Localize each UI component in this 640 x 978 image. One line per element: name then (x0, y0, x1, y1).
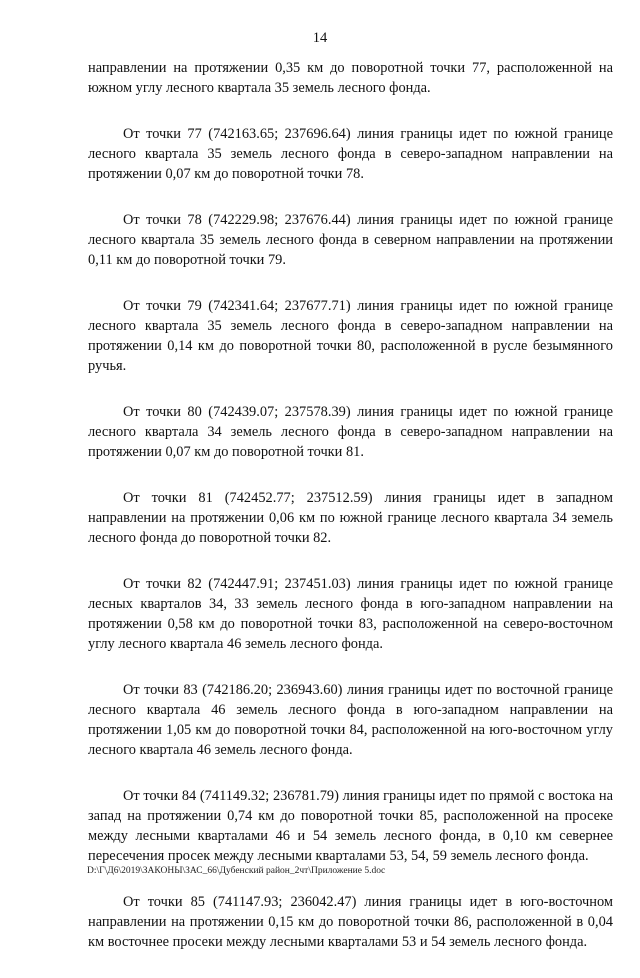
footer-file-path: D:\Г\Д6\2019\ЗАКОНЫ\ЗАС_66\Дубенский район_2чт\Приложение 5.doc (87, 866, 386, 876)
paragraph-continuation: направлении на протяжении 0,35 км до поворотной точки 77, расположенной на южном углу лесного квартала 35 земель лесного фонда. (88, 60, 613, 96)
paragraph-point-78: От точки 78 (742229.98; 237676.44) линия границы идет по южной границе лесного квартала 35 земель лесного фонда в северном направлении на протяжении 0,11 км до поворотной точки 79. (88, 212, 613, 268)
paragraph-point-81: От точки 81 (742452.77; 237512.59) линия границы идет в западном направлении на протяжении 0,06 км по южной границе лесного квартала 34 земель лесного фонда до поворотной точки 82. (88, 490, 613, 546)
paragraph-point-83: От точки 83 (742186.20; 236943.60) линия границы идет по восточной границе лесного квартала 46 земель лесного фонда в юго-западном направлении на протяжении 1,05 км до поворотной точки 84, расположенной на юго-восточном углу лесного квартала 46 земель лесного фонда. (88, 682, 613, 758)
paragraph-point-80: От точки 80 (742439.07; 237578.39) линия границы идет по южной границе лесного квартала 34 земель лесного фонда в северо-западном направлении на протяжении 0,07 км до поворотной точки 81. (88, 404, 613, 460)
paragraph-point-79: От точки 79 (742341.64; 237677.71) линия границы идет по южной границе лесного квартала 35 земель лесного фонда в северо-западном направлении на протяжении 0,14 км до поворотной точки 80, расположенной в русле безымянного ручья. (88, 298, 613, 374)
paragraph-point-84: От точки 84 (741149.32; 236781.79) линия границы идет по прямой с востока на запад на протяжении 0,74 км до поворотной точки 85, расположенной на просеке между лесными кварталами 46 и 54 земель лесного фонда, в 0,10 км севернее пересечения просек между лесными кварталами 53, 54, 59 земель лесного фонда. (88, 788, 613, 864)
page-number: 14 (312, 30, 328, 46)
paragraph-point-82: От точки 82 (742447.91; 237451.03) линия границы идет по южной границе лесных кварталов 34, 33 земель лесного фонда в юго-западном направлении на протяжении 0,58 км до поворотной точки 83, расположенной на северо-восточном углу лесного квартала 46 земель лесного фонда. (88, 576, 613, 652)
paragraph-point-77: От точки 77 (742163.65; 237696.64) линия границы идет по южной границе лесного квартала 35 земель лесного фонда в северо-западном направлении на протяжении 0,07 км до поворотной точки 78. (88, 126, 613, 182)
paragraph-point-85: От точки 85 (741147.93; 236042.47) линия границы идет в юго-восточном направлении на протяжении 0,15 км до поворотной точки 86, расположенной в 0,04 км восточнее просеки между лесными кварталами 53 и 54 земель лесного фонда. (88, 894, 613, 950)
document-body (88, 58, 613, 978)
